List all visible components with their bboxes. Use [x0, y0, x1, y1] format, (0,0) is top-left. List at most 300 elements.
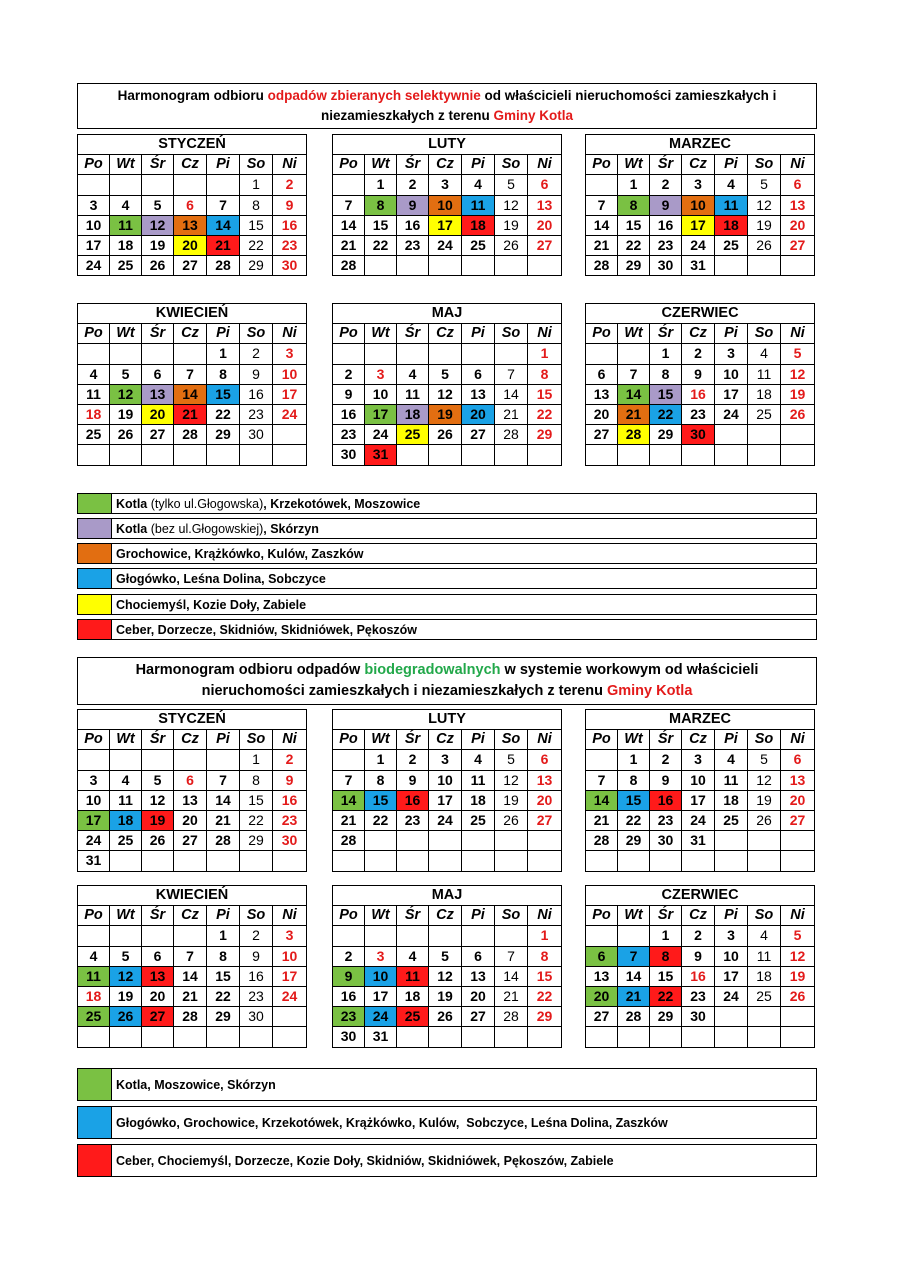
day-cell: 4 [462, 175, 495, 195]
month-name: KWIECIEŃ [78, 304, 307, 324]
day-cell: 1 [528, 926, 562, 946]
day-cell: 9 [682, 946, 715, 966]
day-cell: 16 [240, 384, 273, 404]
legend-color-swatch [78, 494, 112, 513]
day-cell: 4 [110, 195, 142, 215]
legend-text [112, 519, 319, 538]
empty-cell [715, 425, 748, 445]
empty-cell [429, 344, 462, 364]
day-cell: 30 [333, 1027, 365, 1047]
day-cell: 31 [78, 851, 110, 871]
day-cell: 15 [618, 790, 650, 810]
empty-cell [429, 1027, 462, 1047]
month-calendar-3 [585, 709, 815, 872]
day-cell: 15 [207, 384, 240, 404]
day-cell: 10 [429, 770, 462, 790]
day-cell: 8 [365, 195, 397, 215]
day-cell: 11 [397, 966, 429, 986]
day-cell: 4 [462, 750, 495, 770]
title-text: w systemie workowym od właściciel [500, 662, 755, 678]
day-cell: 2 [397, 750, 429, 770]
day-cell: 22 [650, 404, 682, 424]
day-cell: 5 [495, 750, 528, 770]
day-cell: 1 [207, 926, 240, 946]
day-cell: 3 [78, 195, 110, 215]
day-cell: 12 [495, 195, 528, 215]
day-cell: 8 [240, 770, 273, 790]
day-cell: 7 [174, 364, 207, 384]
day-cell: 13 [174, 215, 207, 235]
day-cell: 20 [528, 790, 562, 810]
day-cell: 28 [495, 425, 528, 445]
empty-cell [174, 175, 207, 195]
day-cell: 25 [110, 831, 142, 851]
month-name: STYCZEŃ [78, 135, 307, 155]
legend-color-swatch [78, 519, 112, 538]
day-cell: 23 [273, 810, 307, 830]
legend-village-names: Chociemyśl, Kozie Doły, Zabiele [116, 597, 307, 612]
day-cell: 20 [142, 986, 174, 1006]
day-cell: 11 [78, 384, 110, 404]
empty-cell [462, 445, 495, 465]
weekday-header: Ni [781, 906, 815, 926]
day-cell: 4 [715, 750, 748, 770]
day-cell: 22 [240, 235, 273, 255]
weekday-header: So [495, 324, 528, 344]
day-cell: 3 [78, 770, 110, 790]
day-cell: 27 [586, 425, 618, 445]
weekday-header: Cz [174, 906, 207, 926]
day-cell: 7 [174, 946, 207, 966]
empty-cell [586, 175, 618, 195]
day-cell: 18 [748, 384, 781, 404]
empty-cell [273, 851, 307, 871]
day-cell: 7 [495, 946, 528, 966]
day-cell: 1 [365, 750, 397, 770]
day-cell: 4 [748, 926, 781, 946]
day-cell: 19 [142, 810, 174, 830]
day-cell: 18 [397, 986, 429, 1006]
day-cell: 5 [781, 344, 815, 364]
empty-cell [365, 256, 397, 276]
empty-cell [528, 445, 562, 465]
day-cell: 9 [240, 364, 273, 384]
day-cell: 18 [110, 235, 142, 255]
legend-village-names: , Skórzyn [263, 521, 319, 536]
weekday-header: Wt [618, 155, 650, 175]
day-cell: 5 [748, 175, 781, 195]
day-cell: 12 [429, 966, 462, 986]
day-cell: 19 [495, 215, 528, 235]
day-cell: 25 [397, 425, 429, 445]
day-cell: 10 [715, 946, 748, 966]
month-calendar-6 [585, 303, 815, 466]
day-cell: 24 [78, 256, 110, 276]
day-cell: 17 [365, 404, 397, 424]
day-cell: 12 [142, 790, 174, 810]
day-cell: 25 [462, 235, 495, 255]
day-cell: 26 [142, 256, 174, 276]
day-cell: 8 [528, 946, 562, 966]
day-cell: 26 [781, 986, 815, 1006]
day-cell: 15 [650, 384, 682, 404]
day-cell: 20 [586, 404, 618, 424]
day-cell: 6 [142, 364, 174, 384]
title-text: niezamieszkałych z terenu [320, 108, 494, 123]
day-cell: 11 [110, 215, 142, 235]
title-text: Harmonogram odbioru [117, 88, 268, 103]
day-cell: 30 [682, 1007, 715, 1027]
weekday-header: Po [586, 906, 618, 926]
empty-cell [174, 851, 207, 871]
day-cell: 9 [650, 770, 682, 790]
empty-cell [110, 445, 142, 465]
day-cell: 10 [365, 966, 397, 986]
month-calendar-5 [332, 885, 562, 1048]
day-cell: 6 [528, 175, 562, 195]
weekday-header: Cz [429, 155, 462, 175]
empty-cell [462, 831, 495, 851]
day-cell: 16 [650, 790, 682, 810]
empty-cell [748, 1007, 781, 1027]
empty-cell [650, 1027, 682, 1047]
empty-cell [781, 425, 815, 445]
empty-cell [397, 851, 429, 871]
weekday-header: Śr [397, 155, 429, 175]
weekday-header: Po [333, 906, 365, 926]
day-cell: 26 [781, 404, 815, 424]
day-cell: 10 [682, 770, 715, 790]
weekday-header: Ni [273, 155, 307, 175]
legend-village-names: (tylko ul.Głogowska) [147, 496, 264, 511]
day-cell: 4 [397, 946, 429, 966]
day-cell: 22 [650, 986, 682, 1006]
empty-cell [618, 445, 650, 465]
weekday-header: Po [333, 324, 365, 344]
day-cell: 30 [650, 831, 682, 851]
day-cell: 7 [586, 770, 618, 790]
day-cell: 5 [748, 750, 781, 770]
empty-cell [748, 256, 781, 276]
empty-cell [78, 1027, 110, 1047]
weekday-header: Po [586, 324, 618, 344]
day-cell: 8 [618, 770, 650, 790]
day-cell: 13 [528, 770, 562, 790]
day-cell: 6 [781, 175, 815, 195]
day-cell: 24 [273, 986, 307, 1006]
day-cell: 10 [365, 384, 397, 404]
day-cell: 5 [495, 175, 528, 195]
day-cell: 2 [682, 926, 715, 946]
day-cell: 12 [429, 384, 462, 404]
weekday-header: So [240, 155, 273, 175]
day-cell: 17 [682, 790, 715, 810]
weekday-header: So [748, 324, 781, 344]
weekday-header: Cz [682, 730, 715, 750]
weekday-header: Pi [462, 730, 495, 750]
day-cell: 20 [528, 215, 562, 235]
day-cell: 8 [207, 946, 240, 966]
day-cell: 2 [333, 364, 365, 384]
empty-cell [174, 926, 207, 946]
empty-cell [142, 344, 174, 364]
day-cell: 25 [78, 425, 110, 445]
empty-cell [586, 750, 618, 770]
legend-item [77, 1106, 817, 1139]
day-cell: 1 [240, 175, 273, 195]
empty-cell [748, 425, 781, 445]
day-cell: 13 [174, 790, 207, 810]
weekday-header: Pi [207, 155, 240, 175]
day-cell: 10 [273, 364, 307, 384]
day-cell: 12 [142, 215, 174, 235]
legend-village-names: Głogówko, Grochowice, Krzekotówek, Krążkówko, Kulów, Sobczyce, Leśna Dolina, Zaszków [116, 1115, 668, 1130]
day-cell: 24 [429, 810, 462, 830]
empty-cell [174, 1027, 207, 1047]
day-cell: 28 [586, 831, 618, 851]
weekday-header: So [495, 155, 528, 175]
day-cell: 24 [682, 235, 715, 255]
day-cell: 5 [781, 926, 815, 946]
day-cell: 26 [748, 810, 781, 830]
day-cell: 14 [207, 790, 240, 810]
day-cell: 31 [365, 1027, 397, 1047]
day-cell: 3 [682, 750, 715, 770]
legend-text [112, 1107, 668, 1138]
day-cell: 4 [110, 770, 142, 790]
day-cell: 4 [748, 344, 781, 364]
legend-text [112, 1069, 276, 1100]
legend-item [77, 518, 817, 539]
day-cell: 26 [110, 425, 142, 445]
day-cell: 19 [748, 790, 781, 810]
day-cell: 16 [682, 384, 715, 404]
empty-cell [110, 851, 142, 871]
weekday-header: So [495, 730, 528, 750]
weekday-header: Wt [110, 324, 142, 344]
empty-cell [682, 851, 715, 871]
day-cell: 20 [781, 215, 815, 235]
month-name: MAJ [333, 304, 562, 324]
day-cell: 2 [240, 926, 273, 946]
day-cell: 19 [142, 235, 174, 255]
day-cell: 28 [618, 425, 650, 445]
day-cell: 9 [333, 384, 365, 404]
empty-cell [748, 1027, 781, 1047]
weekday-header: Ni [781, 324, 815, 344]
day-cell: 22 [618, 235, 650, 255]
day-cell: 21 [174, 404, 207, 424]
empty-cell [495, 256, 528, 276]
day-cell: 5 [429, 946, 462, 966]
empty-cell [333, 175, 365, 195]
day-cell: 16 [273, 215, 307, 235]
month-name: MARZEC [586, 710, 815, 730]
day-cell: 21 [333, 810, 365, 830]
day-cell: 28 [333, 831, 365, 851]
day-cell: 8 [528, 364, 562, 384]
day-cell: 19 [110, 986, 142, 1006]
day-cell: 22 [240, 810, 273, 830]
day-cell: 24 [429, 235, 462, 255]
legend-village-names: Grochowice, Krążkówko, Kulów, Zaszków [116, 546, 364, 561]
day-cell: 22 [207, 404, 240, 424]
day-cell: 19 [781, 384, 815, 404]
day-cell: 11 [110, 790, 142, 810]
weekday-header: Pi [715, 730, 748, 750]
day-cell: 15 [207, 966, 240, 986]
day-cell: 5 [142, 770, 174, 790]
empty-cell [462, 1027, 495, 1047]
day-cell: 23 [240, 986, 273, 1006]
empty-cell [397, 344, 429, 364]
legend-item [77, 543, 817, 564]
day-cell: 4 [715, 175, 748, 195]
day-cell: 20 [174, 810, 207, 830]
day-cell: 9 [397, 195, 429, 215]
day-cell: 24 [78, 831, 110, 851]
legend-village-names: Kotla [116, 521, 148, 536]
weekday-header: Ni [273, 906, 307, 926]
day-cell: 22 [528, 986, 562, 1006]
day-cell: 9 [650, 195, 682, 215]
weekday-header: Cz [174, 155, 207, 175]
day-cell: 2 [650, 175, 682, 195]
empty-cell [110, 344, 142, 364]
day-cell: 10 [78, 790, 110, 810]
day-cell: 11 [715, 770, 748, 790]
empty-cell [462, 851, 495, 871]
day-cell: 23 [682, 986, 715, 1006]
weekday-header: Wt [365, 155, 397, 175]
day-cell: 3 [429, 175, 462, 195]
day-cell: 30 [650, 256, 682, 276]
month-calendar-6 [585, 885, 815, 1048]
empty-cell [333, 750, 365, 770]
empty-cell [397, 831, 429, 851]
day-cell: 30 [333, 445, 365, 465]
legend-text [112, 494, 420, 513]
day-cell: 15 [240, 790, 273, 810]
legend-village-names: , Krzekotówek, Moszowice [263, 496, 421, 511]
day-cell: 21 [207, 810, 240, 830]
day-cell: 29 [650, 1007, 682, 1027]
day-cell: 12 [110, 384, 142, 404]
empty-cell [174, 344, 207, 364]
weekday-header: Śr [397, 324, 429, 344]
empty-cell [207, 851, 240, 871]
weekday-header: Ni [781, 155, 815, 175]
day-cell: 4 [78, 364, 110, 384]
weekday-header: Pi [715, 324, 748, 344]
legend-village-names: Kotla, Moszowice, Skórzyn [116, 1077, 276, 1092]
weekday-header: Wt [365, 324, 397, 344]
title-text: od właścicieli nieruchomości zamieszkałych i [480, 88, 777, 103]
empty-cell [207, 1027, 240, 1047]
empty-cell [781, 445, 815, 465]
day-cell: 9 [273, 770, 307, 790]
empty-cell [240, 851, 273, 871]
weekday-header: Śr [142, 324, 174, 344]
day-cell: 18 [715, 790, 748, 810]
day-cell: 4 [397, 364, 429, 384]
empty-cell [397, 256, 429, 276]
day-cell: 24 [273, 404, 307, 424]
empty-cell [78, 926, 110, 946]
month-calendar-5 [332, 303, 562, 466]
day-cell: 21 [495, 986, 528, 1006]
weekday-header: Pi [462, 906, 495, 926]
day-cell: 28 [495, 1007, 528, 1027]
day-cell: 20 [462, 404, 495, 424]
empty-cell [650, 851, 682, 871]
day-cell: 20 [781, 790, 815, 810]
legend-item [77, 1068, 817, 1101]
month-calendar-1 [77, 709, 307, 872]
month-calendar-1 [77, 134, 307, 276]
day-cell: 13 [462, 384, 495, 404]
weekday-header: Cz [682, 155, 715, 175]
day-cell: 18 [462, 790, 495, 810]
day-cell: 7 [333, 195, 365, 215]
legend-color-swatch [78, 1069, 112, 1100]
legend-color-swatch [78, 569, 112, 588]
empty-cell [78, 344, 110, 364]
empty-cell [273, 1007, 307, 1027]
day-cell: 15 [528, 966, 562, 986]
day-cell: 9 [240, 946, 273, 966]
empty-cell [618, 926, 650, 946]
month-calendar-2 [332, 134, 562, 276]
day-cell: 27 [174, 831, 207, 851]
day-cell: 23 [240, 404, 273, 424]
legend-text [112, 620, 417, 639]
day-cell: 8 [650, 946, 682, 966]
empty-cell [429, 256, 462, 276]
day-cell: 21 [333, 235, 365, 255]
day-cell: 2 [240, 344, 273, 364]
empty-cell [781, 831, 815, 851]
day-cell: 17 [682, 215, 715, 235]
title-highlight: odpadów zbieranych selektywnie [267, 88, 481, 103]
day-cell: 25 [462, 810, 495, 830]
day-cell: 22 [365, 235, 397, 255]
day-cell: 14 [207, 215, 240, 235]
day-cell: 8 [240, 195, 273, 215]
day-cell: 15 [365, 790, 397, 810]
day-cell: 17 [715, 966, 748, 986]
day-cell: 27 [142, 1007, 174, 1027]
legend-text [112, 544, 364, 563]
day-cell: 15 [650, 966, 682, 986]
empty-cell [397, 1027, 429, 1047]
month-name: CZERWIEC [586, 304, 815, 324]
weekday-header: Pi [462, 324, 495, 344]
empty-cell [110, 175, 142, 195]
day-cell: 26 [142, 831, 174, 851]
day-cell: 14 [495, 384, 528, 404]
empty-cell [462, 344, 495, 364]
empty-cell [618, 1027, 650, 1047]
legend-text [112, 595, 306, 614]
empty-cell [110, 750, 142, 770]
day-cell: 25 [715, 810, 748, 830]
day-cell: 13 [142, 966, 174, 986]
day-cell: 24 [365, 425, 397, 445]
empty-cell [397, 445, 429, 465]
day-cell: 16 [650, 215, 682, 235]
legend-village-names: (bez ul.Głogowskiej) [147, 521, 264, 536]
